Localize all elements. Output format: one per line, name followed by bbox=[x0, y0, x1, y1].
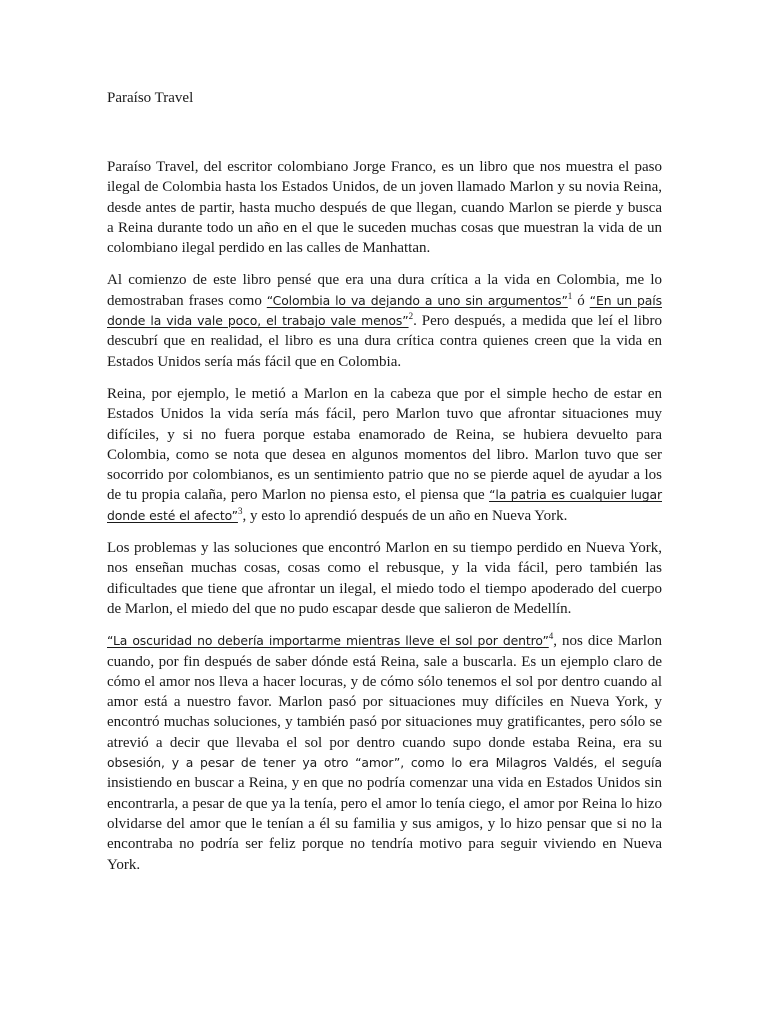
paragraph-2-text-a: Al comienzo de este libro pensé que era una dura crítica a la vida en Colombia, me lo demostraban frases como bbox=[107, 272, 662, 309]
quote-2: “En un país donde la vida vale poco, el trabajo vale menos” bbox=[107, 292, 662, 329]
paragraph-1-text: Paraíso Travel, del escritor colombiano Jorge Franco, es un libro que nos muestra el paso ilegal de Colombia hasta los Estados Unidos, de un joven llamado Marlon y su novia Reina, desde antes de partir, hasta mucho después de que llegan, cuando Marlon se pierde y busca a Reina durante todo un año en el que le suceden muchas cosas que muestran la vida de un colombiano ilegal perdido en las calles de Manhattan. bbox=[107, 159, 662, 257]
paragraph-4 bbox=[107, 538, 662, 619]
paragraph-5-text-a: , nos dice Marlon cuando, por fin después de saber dónde está Reina, sale a buscarla. Es un ejemplo claro de cómo el amor nos lleva a hacer locuras, y de cómo sólo tenemos el sol por dentro cuando al amor está a nuestro favor. Marlon pasó por situaciones muy difíciles en Nueva York, y encontró muchas soluciones, y también pasó por situaciones muy gratificantes, pero sólo se atrevió a decir que llevaba el sol por dentro cuando supo donde estaba Reina, era su bbox=[107, 633, 662, 751]
quote-3: “la patria es cualquier lugar donde esté el afecto” bbox=[107, 487, 662, 523]
document-title: Paraíso Travel bbox=[107, 90, 194, 106]
paragraph-2 bbox=[107, 270, 662, 371]
paragraph-2-text-b: ó bbox=[572, 292, 590, 309]
footnote-ref-4[interactable]: 4 bbox=[548, 631, 554, 642]
paragraph-5 bbox=[107, 631, 662, 875]
footnote-ref-1[interactable]: 1 bbox=[567, 290, 573, 301]
paragraph-3 bbox=[107, 384, 662, 526]
paragraph-1 bbox=[107, 157, 662, 258]
paragraph-5-text-b: insistiendo en buscar a Reina, y en que no podría comenzar una vida en Estados Unidos sin encontrarla, a pesar de que ya la tenía, pero el amor lo tenía ciego, el amor por Reina lo hizo olvidarse del amor que le tenían a él su familia y sus amigos, y lo hizo pensar que si no la encontraba no podría ser feliz porque no tendría motivo para seguir viviendo en Nueva York. bbox=[107, 775, 662, 873]
paragraph-5-alt-font-text: obsesión, y a pesar de tener ya otro “amor”, como lo era Milagros Valdés, el seguía bbox=[107, 755, 662, 771]
footnote-ref-3[interactable]: 3 bbox=[237, 505, 243, 516]
quote-1: “Colombia lo va dejando a uno sin argumentos” bbox=[266, 292, 568, 308]
paragraph-3-text-a: Reina, por ejemplo, le metió a Marlon en la cabeza que por el simple hecho de estar en Estados Unidos la vida sería más fácil, pero Marlon tuvo que afrontar situaciones muy difíciles, y si no fuera porque estaba enamorado de Reina, se hubiera devuelto para Colombia, como se nota que desea en algunos momentos del libro. Marlon tuvo que ser socorrido por colombianos, es un sentimiento patrio que no se pierde aquel de ayudar a los de tu propia calaña, pero Marlon no piensa esto, el piensa que bbox=[107, 385, 662, 504]
paragraph-2-text-c: . Pero después, a medida que leí el libro descubrí que en realidad, el libro es una dura crítica contra quienes creen que la vida en Estados Unidos sería más fácil que en Colombia. bbox=[107, 313, 662, 370]
quote-4: “La oscuridad no debería importarme mientras lleve el sol por dentro” bbox=[107, 633, 549, 649]
footnote-ref-2[interactable]: 2 bbox=[408, 311, 414, 322]
paragraph-3-text-b: , y esto lo aprendió después de un año en Nueva York. bbox=[242, 507, 568, 524]
paragraph-4-text: Los problemas y las soluciones que encontró Marlon en su tiempo perdido en Nueva York, nos enseñan muchas cosas, cosas como el rebusque, y la vida fácil, pero también las dificultades que tiene que afrontar un ilegal, el miedo todo el tiempo apoderado del cuerpo de Marlon, el miedo del que no pudo escapar desde que salieron de Medellín. bbox=[107, 540, 662, 617]
document-page bbox=[107, 88, 662, 887]
